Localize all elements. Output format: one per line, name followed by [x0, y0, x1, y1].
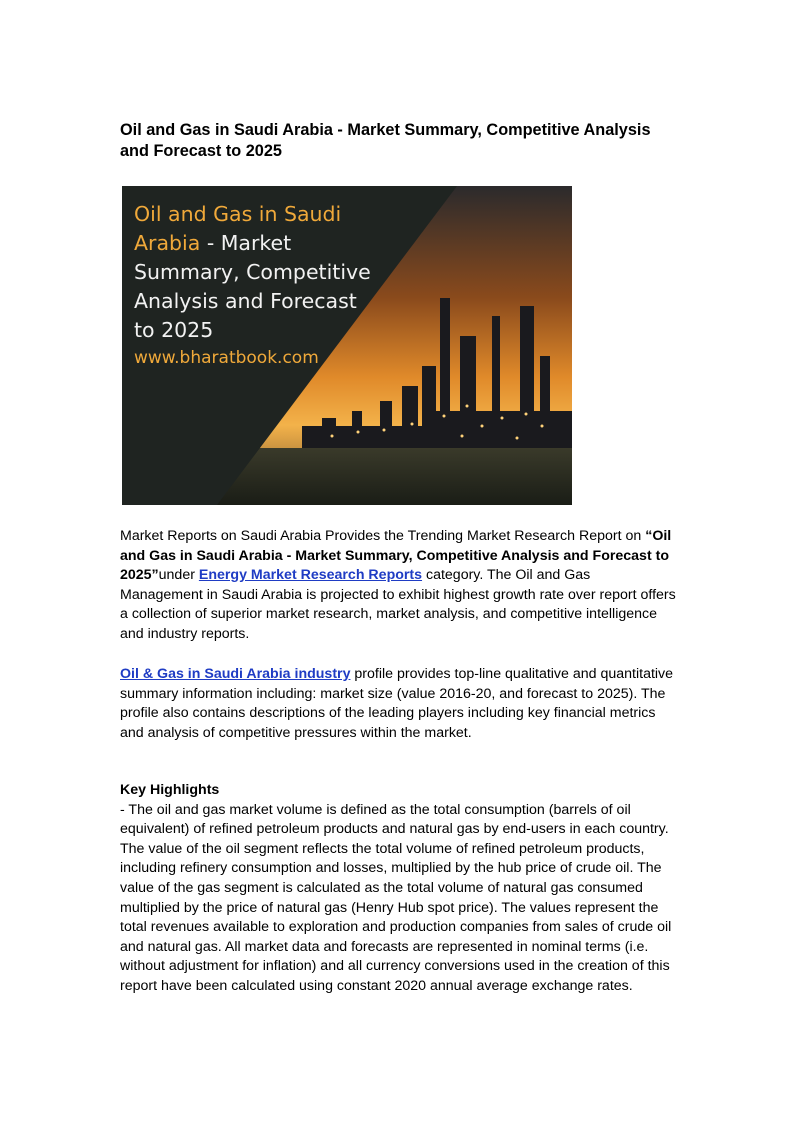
key-highlights-section: [120, 781, 676, 997]
intro-text: Market Reports on Saudi Arabia Provides the Trending Market Research Report on: [120, 528, 646, 544]
under-text: under: [158, 567, 199, 584]
hero-title-line4: Analysis and Forecast: [134, 289, 357, 313]
report-title-quote: “Oil and Gas in Saudi Arabia - Market Summary, Competitive Analysis and Forecast to 2025”: [120, 528, 672, 584]
hero-image: [122, 186, 572, 505]
intro-paragraph: [120, 527, 676, 645]
energy-reports-link[interactable]: Energy Market Research Reports: [198, 567, 423, 584]
profile-text: profile provides top-line qualitative and quantitative summary information including: market size (value 2016-20, and forecast to 2025). The profile also contains descriptions of the leading players including key financial metrics and analysis of competitive pressures within the market.: [120, 666, 674, 741]
hero-title-accent: Oil and Gas in Saudi: [134, 202, 342, 226]
hero-title-rest: - Market: [200, 231, 292, 255]
key-highlights-text: - The oil and gas market volume is defined as the total consumption (barrels of oil equivalent) of refined petroleum products and natural gas by end-users in each country. The value of the oil segment reflects the total volume of refined petroleum products, including refinery consumption and losses, multiplied by the hub price of crude oil. The value of the gas segment is calculated as the total volume of natural gas consumed multiplied by the price of natural gas (Henry Hub spot price). The values represent the total revenues available to exploration and production companies from sales of crude oil and natural gas. All market data and forecasts are represented in nominal terms (i.e. without adjustment for inflation) and all currency conversions used in the creation of this report have been calculated using constant 2020 annual average exchange rates.: [120, 801, 672, 994]
hero-title-accent-2: Arabia: [134, 231, 201, 255]
intro-rest: category. The Oil and Gas Management in Saudi Arabia is projected to exhibit highest growth rate over report offers a collection of superior market research, market analysis, and competitive intelligence and industry reports.: [120, 567, 676, 642]
hero-url: www.bharatbook.com: [134, 348, 319, 368]
industry-link[interactable]: Oil & Gas in Saudi Arabia industry: [120, 666, 351, 682]
hero-title-line5: to 2025: [134, 318, 214, 342]
profile-paragraph: [120, 665, 676, 743]
document-title: Oil and Gas in Saudi Arabia - Market Summary, Competitive Analysis and Forecast to 2025: [120, 121, 651, 160]
key-highlights-heading: Key Highlights: [120, 782, 220, 798]
hero-title: [134, 200, 384, 345]
hero-title-line3: Summary, Competitive: [134, 260, 371, 284]
